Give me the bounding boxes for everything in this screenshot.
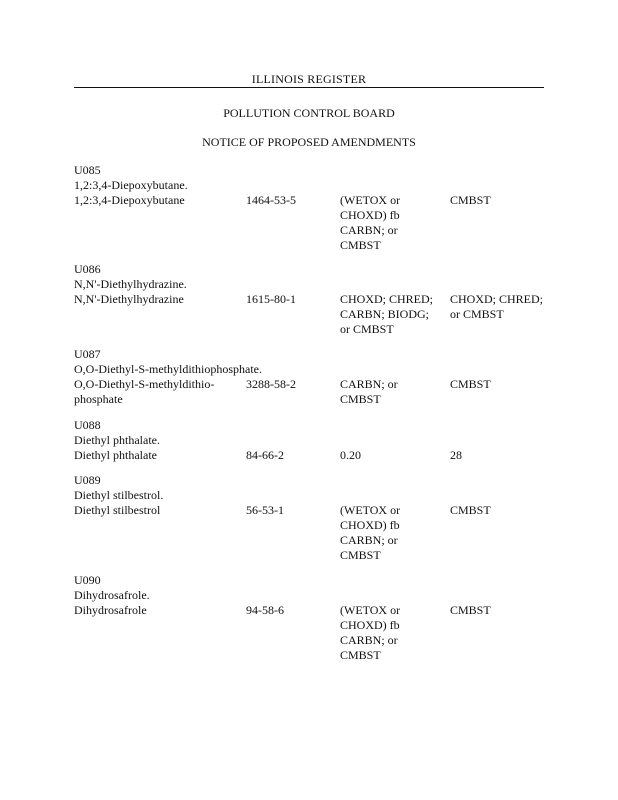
waste-name: Diethyl stilbestrol. bbox=[74, 488, 164, 502]
header-rule bbox=[74, 87, 544, 88]
wastewater-standard: (WETOX or CHOXD) fb CARBN; or CMBST bbox=[340, 603, 401, 662]
waste-entry-u090 bbox=[74, 573, 574, 662]
waste-entry-u087 bbox=[74, 347, 574, 406]
constituent: O,O-Diethyl-S-methyldithio- phosphate bbox=[74, 377, 215, 406]
wastewater-standard: CARBN; or CMBST bbox=[340, 377, 398, 406]
waste-name: Dihydrosafrole. bbox=[74, 588, 150, 602]
cas-number: 56-53-1 bbox=[246, 503, 284, 517]
waste-name: Diethyl phthalate. bbox=[74, 433, 160, 447]
cas-number: 3288-58-2 bbox=[246, 377, 296, 391]
cas-number: 1615-80-1 bbox=[246, 292, 296, 306]
register-title: ILLINOIS REGISTER bbox=[251, 72, 367, 86]
waste-code: U089 bbox=[74, 473, 101, 487]
waste-code: U090 bbox=[74, 573, 101, 587]
wastewater-standard: (WETOX or CHOXD) fb CARBN; or CMBST bbox=[340, 193, 401, 252]
constituent: N,N'-Diethylhydrazine bbox=[74, 292, 184, 306]
cas-number: 94-58-6 bbox=[246, 603, 284, 617]
nonwastewater-standard: CMBST bbox=[450, 503, 491, 517]
cas-number: 1464-53-5 bbox=[246, 193, 296, 207]
nonwastewater-standard: CHOXD; CHRED; or CMBST bbox=[450, 292, 544, 321]
wastewater-standard: (WETOX or CHOXD) fb CARBN; or CMBST bbox=[340, 503, 401, 562]
constituent: Diethyl phthalate bbox=[74, 448, 157, 462]
constituent: Dihydrosafrole bbox=[74, 603, 147, 617]
waste-entry-u085 bbox=[74, 163, 574, 252]
waste-name: 1,2:3,4-Diepoxybutane. bbox=[74, 178, 188, 192]
notice-title: NOTICE OF PROPOSED AMENDMENTS bbox=[202, 135, 416, 149]
waste-name: N,N'-Diethylhydrazine. bbox=[74, 277, 187, 291]
wastewater-standard: 0.20 bbox=[340, 448, 361, 462]
nonwastewater-standard: CMBST bbox=[450, 377, 491, 391]
waste-code: U087 bbox=[74, 347, 101, 361]
waste-code: U085 bbox=[74, 163, 101, 177]
nonwastewater-standard: CMBST bbox=[450, 193, 491, 207]
wastewater-standard: CHOXD; CHRED; CARBN; BIODG; or CMBST bbox=[340, 292, 434, 336]
constituent: Diethyl stilbestrol bbox=[74, 503, 161, 517]
waste-entry-u089 bbox=[74, 473, 574, 562]
waste-entry-u086 bbox=[74, 262, 574, 336]
waste-code: U088 bbox=[74, 418, 101, 432]
cas-number: 84-66-2 bbox=[246, 448, 284, 462]
board-name: POLLUTION CONTROL BOARD bbox=[223, 106, 395, 120]
constituent: 1,2:3,4-Diepoxybutane bbox=[74, 193, 185, 207]
waste-entry-u088 bbox=[74, 418, 574, 462]
waste-code: U086 bbox=[74, 262, 101, 276]
nonwastewater-standard: CMBST bbox=[450, 603, 491, 617]
waste-name: O,O-Diethyl-S-methyldithiophosphate. bbox=[74, 362, 262, 376]
nonwastewater-standard: 28 bbox=[450, 448, 462, 462]
